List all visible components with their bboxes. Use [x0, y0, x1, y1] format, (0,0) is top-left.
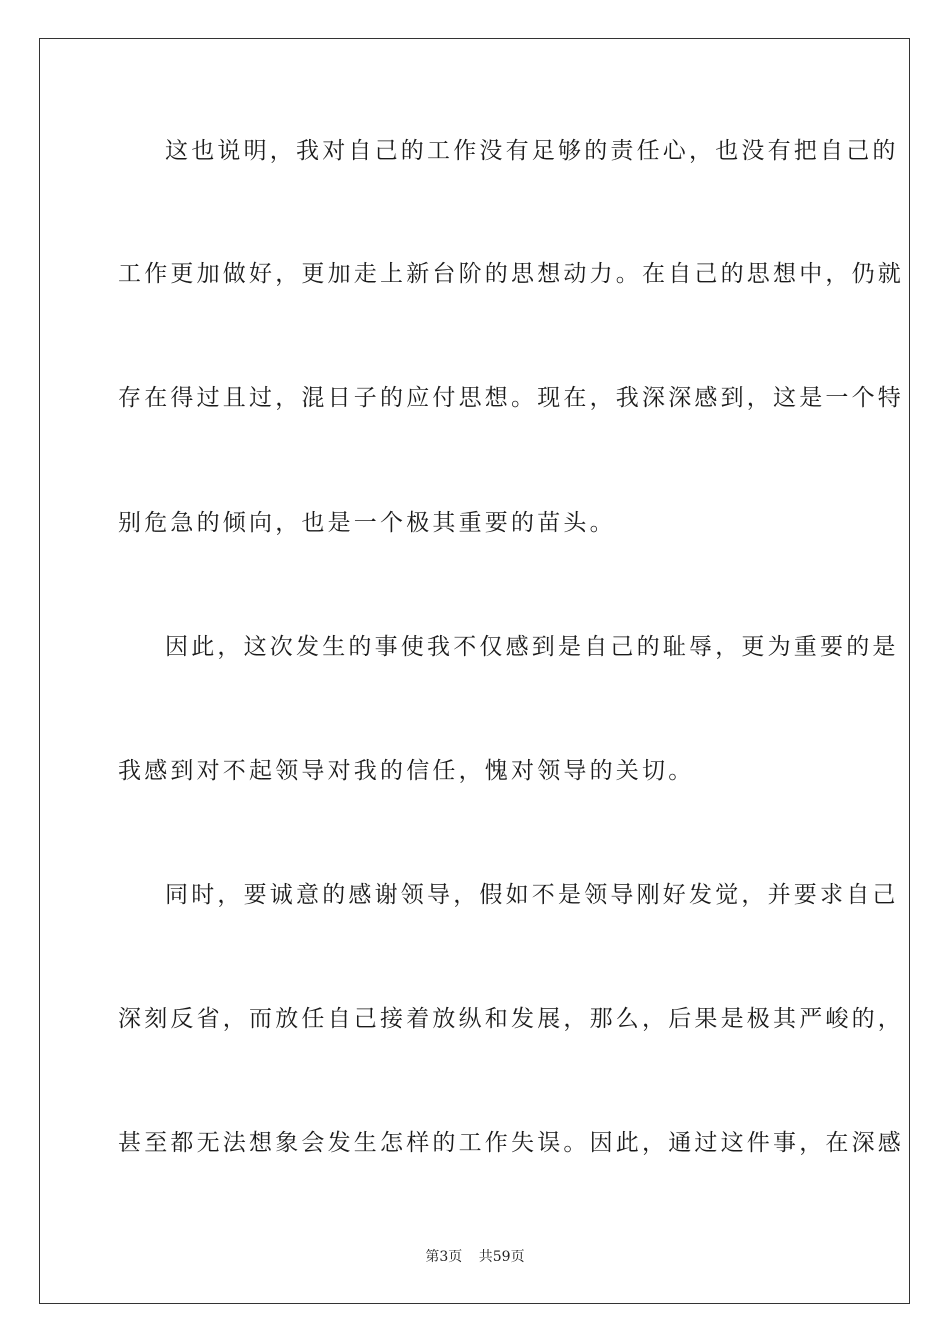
paragraph-line: 这也说明，我对自己的工作没有足够的责任心，也没有把自己的	[165, 138, 899, 164]
paragraph-line: 工作更加做好，更加走上新台阶的思想动力。在自己的思想中，仍就	[118, 261, 904, 287]
page-border	[39, 38, 910, 1304]
paragraph-line: 存在得过且过，混日子的应付思想。现在，我深深感到，这是一个特	[118, 385, 904, 411]
page-number-total: 共59页	[478, 1249, 525, 1265]
paragraph-line: 深刻反省，而放任自己接着放纵和发展，那么，后果是极其严峻的，	[118, 1006, 904, 1032]
paragraph-line: 别危急的倾向，也是一个极其重要的苗头。	[118, 510, 616, 536]
page-footer	[0, 1248, 950, 1266]
paragraph-line: 甚至都无法想象会发生怎样的工作失误。因此，通过这件事，在深感	[118, 1130, 904, 1156]
paragraph-line: 因此，这次发生的事使我不仅感到是自己的耻辱，更为重要的是	[165, 634, 899, 660]
paragraph-line: 我感到对不起领导对我的信任，愧对领导的关切。	[118, 758, 695, 784]
page-number-current: 第3页	[425, 1249, 463, 1265]
paragraph-line: 同时，要诚意的感谢领导，假如不是领导刚好发觉，并要求自己	[165, 882, 899, 908]
